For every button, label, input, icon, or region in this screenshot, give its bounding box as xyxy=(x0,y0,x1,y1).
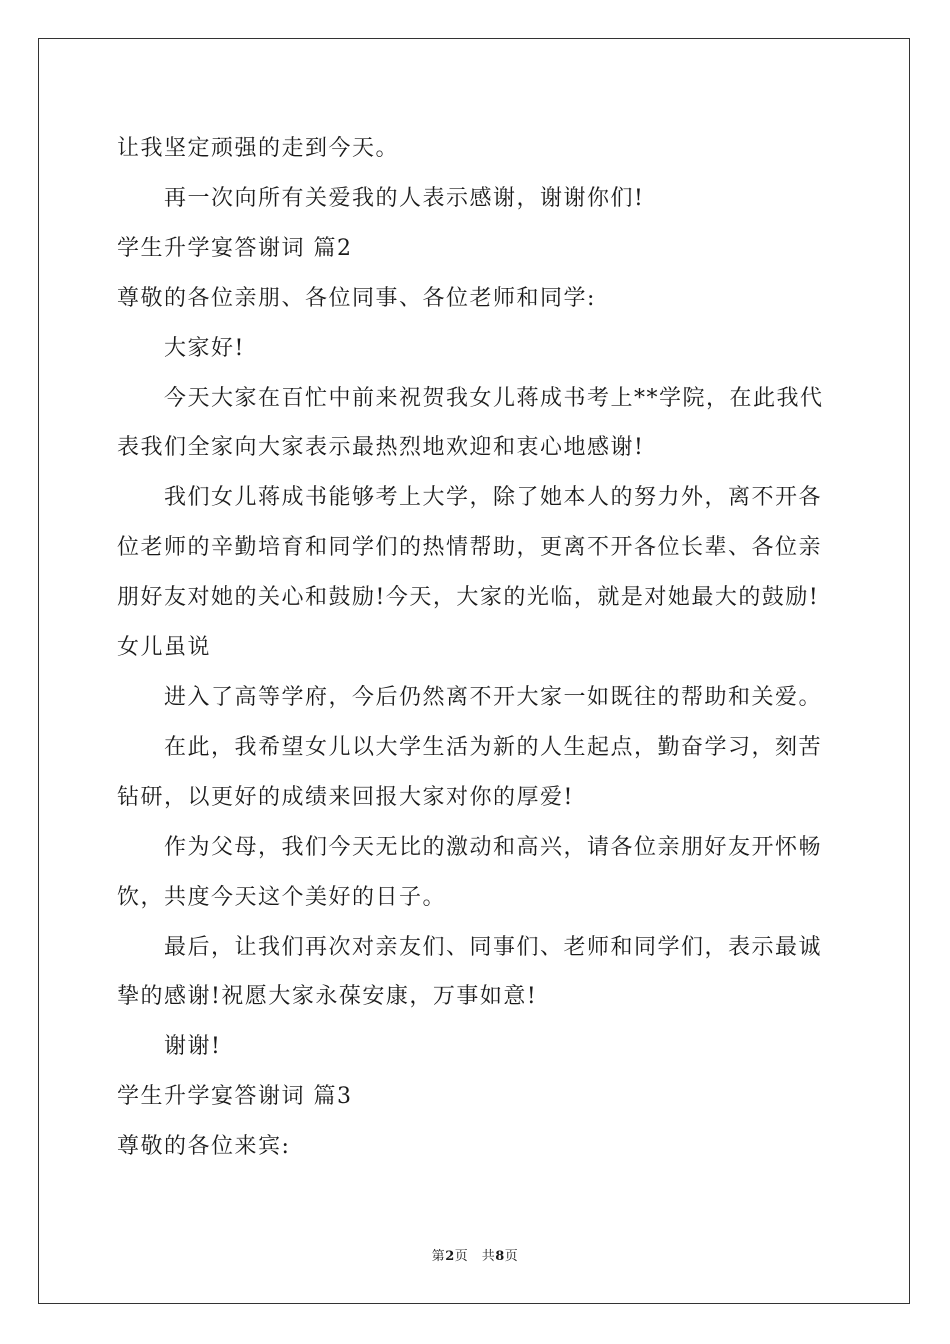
text-line: 饮，共度今天这个美好的日子。 xyxy=(117,884,447,910)
text-line: 女儿虽说 xyxy=(117,635,212,661)
text-line: 今天大家在百忙中前来祝贺我女儿蒋成书考上**学院，在此我代 xyxy=(164,385,824,411)
text-line: 钻研，以更好的成绩来回报大家对你的厚爱! xyxy=(117,784,574,810)
text-line: 作为父母，我们今天无比的激动和高兴，请各位亲朋好友开怀畅 xyxy=(164,834,823,860)
text-line: 最后，让我们再次对亲友们、同事们、老师和同学们，表示最诚 xyxy=(164,934,823,960)
text-line: 挚的感谢!祝愿大家永葆安康，万事如意! xyxy=(117,984,538,1010)
text-line: 再一次向所有关爱我的人表示感谢，谢谢你们! xyxy=(164,185,645,211)
footer-total-pages: 8 xyxy=(495,1249,505,1264)
footer-prefix: 第 xyxy=(431,1249,446,1264)
footer-current-page: 2 xyxy=(445,1249,455,1264)
text-line: 让我坚定顽强的走到今天。 xyxy=(117,136,400,161)
footer-suffix: 页 xyxy=(504,1249,519,1264)
text-line: 学生升学宴答谢词 篇3 xyxy=(117,1084,353,1110)
footer-middle: 页 共 xyxy=(454,1249,496,1264)
text-line: 谢谢! xyxy=(164,1034,222,1060)
text-line: 进入了高等学府，今后仍然离不开大家一如既往的帮助和关爱。 xyxy=(164,684,823,710)
page-footer xyxy=(0,1248,950,1266)
text-line: 朋好友对她的关心和鼓励!今天，大家的光临，就是对她最大的鼓励! xyxy=(117,585,820,611)
text-line: 尊敬的各位亲朋、各位同事、各位老师和同学: xyxy=(117,285,596,311)
text-line: 在此，我希望女儿以大学生活为新的人生起点，勤奋学习，刻苦 xyxy=(164,734,823,760)
text-line: 大家好! xyxy=(164,335,245,361)
document-body xyxy=(117,124,837,1172)
text-line: 学生升学宴答谢词 篇2 xyxy=(117,235,353,261)
text-line: 位老师的辛勤培育和同学们的热情帮助，更离不开各位长辈、各位亲 xyxy=(117,535,823,561)
text-line: 表我们全家向大家表示最热烈地欢迎和衷心地感谢! xyxy=(117,435,645,461)
text-line: 我们女儿蒋成书能够考上大学，除了她本人的努力外，离不开各 xyxy=(164,485,823,511)
text-line: 尊敬的各位来宾: xyxy=(117,1134,291,1160)
